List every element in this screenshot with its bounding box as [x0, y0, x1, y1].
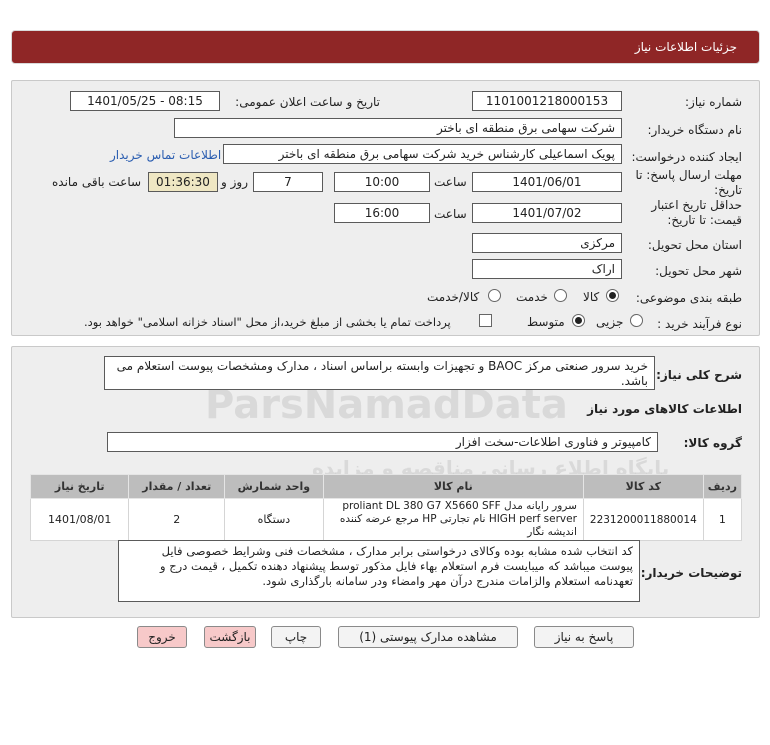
province-label: استان محل تحویل: — [647, 238, 742, 252]
goods-group-label: گروه کالا: — [683, 436, 742, 450]
requester-label: ایجاد کننده درخواست: — [631, 150, 742, 164]
reply-time-label: ساعت — [434, 175, 467, 189]
col-header-code: کد کالا — [583, 475, 703, 499]
items-table-wrapper — [30, 474, 742, 541]
hours-left-label: ساعت باقی مانده — [52, 175, 142, 189]
validity-time-label: ساعت — [434, 207, 467, 221]
back-button[interactable]: بازگشت — [204, 626, 256, 648]
col-header-row: ردیف — [703, 475, 741, 499]
buyer-org-field: شرکت سهامی برق منطقه ای باختر — [174, 118, 622, 138]
col-header-qty: تعداد / مقدار — [129, 475, 225, 499]
requester-field: پویک اسماعیلی کارشناس خرید شرکت سهامی برق منطقه ای باختر — [223, 144, 622, 164]
page-header — [11, 30, 760, 64]
category-radio-service[interactable] — [554, 289, 567, 302]
category-radio-goods[interactable] — [606, 289, 619, 302]
buyer-notes-field: کد انتخاب شده مشابه بوده وکالای درخواستی برابر مدارک ، مشخصات فنی وشرایط خصوصی فایل پیوست میباشد که میبایست فرم استعلام بهاء فایل مذکور توسط پیشنهاد دهنده تکمیل ، قیمت درج و تعهدنامه استعلام والزامات مندرج درآن مهر وامضاء ودر سامانه بارگذاری شود. — [118, 540, 640, 602]
reply-date-field: 1401/06/01 — [472, 172, 622, 192]
day-and-label: روز و — [221, 175, 248, 189]
city-label: شهر محل تحویل: — [655, 264, 742, 278]
purchase-radio-minor[interactable] — [630, 314, 643, 327]
city-field: اراک — [472, 259, 622, 279]
attachments-button[interactable]: مشاهده مدارک پیوستی (1) — [338, 626, 518, 648]
buyer-org-label: نام دستگاه خریدار: — [647, 123, 742, 137]
cell-qty: 2 — [129, 499, 225, 541]
reply-button[interactable]: پاسخ به نیاز — [534, 626, 634, 648]
table-row — [31, 499, 742, 541]
reply-time-field: 10:00 — [334, 172, 430, 192]
cell-row: 1 — [703, 499, 741, 541]
purchase-option-medium: متوسط — [527, 315, 565, 329]
cell-name: سرور رایانه مدل proliant DL 380 G7 X5660 SFF HIGH perf server نام تجارتی HP مرجع عرضه کننده اندیشه نگار — [323, 499, 583, 541]
price-validity-label: حداقل تاریخ اعتبار قیمت: تا تاریخ: — [651, 198, 742, 227]
province-field: مرکزی — [472, 233, 622, 253]
category-radio-goods-service[interactable] — [488, 289, 501, 302]
goods-info-heading: اطلاعات کالاهای مورد نیاز — [587, 402, 742, 416]
reply-deadline-label: مهلت ارسال پاسخ: تا تاریخ: — [635, 168, 742, 197]
need-number-label: شماره نیاز: — [685, 95, 742, 109]
col-header-name: نام کالا — [323, 475, 583, 499]
category-option-service: خدمت — [516, 290, 548, 304]
items-table — [30, 474, 742, 541]
print-button[interactable]: چاپ — [271, 626, 321, 648]
cell-code: 2231200011880014 — [583, 499, 703, 541]
validity-time-field: 16:00 — [334, 203, 430, 223]
goods-group-field: کامپیوتر و فناوری اطلاعات-سخت افزار — [107, 432, 658, 452]
col-header-date: تاریخ نیاز — [31, 475, 129, 499]
page-title: جزئیات اطلاعات نیاز — [634, 40, 737, 54]
need-number-field: 1101001218000153 — [472, 91, 622, 111]
validity-date-field: 1401/07/02 — [472, 203, 622, 223]
general-desc-label: شرح کلی نیاز: — [656, 368, 742, 382]
treasury-note: پرداخت تمام یا بخشی از مبلغ خرید،از محل "اسناد خزانه اسلامی" خواهد بود. — [84, 315, 451, 329]
category-option-goods: کالا — [583, 290, 600, 304]
cell-unit: دستگاه — [225, 499, 324, 541]
purchase-type-label: نوع فرآیند خرید : — [657, 317, 742, 331]
treasury-checkbox[interactable] — [479, 314, 492, 327]
announce-datetime-field: 1401/05/25 - 08:15 — [70, 91, 220, 111]
cell-date: 1401/08/01 — [31, 499, 129, 541]
exit-button[interactable]: خروج — [137, 626, 187, 648]
remaining-time-field: 01:36:30 — [148, 172, 218, 192]
col-header-unit: واحد شمارش — [225, 475, 324, 499]
reply-days-field: 7 — [253, 172, 323, 192]
category-option-goods-service: کالا/خدمت — [427, 290, 480, 304]
purchase-radio-medium[interactable] — [572, 314, 585, 327]
purchase-option-minor: جزیی — [596, 315, 624, 329]
contact-buyer-link[interactable]: اطلاعات تماس خریدار — [110, 148, 222, 162]
general-desc-field: خرید سرور صنعتی مرکز BAOC و تجهیزات وابسته براساس اسناد ، مدارک ومشخصات پیوست استعلام می باشد. — [104, 356, 655, 390]
announce-datetime-label: تاریخ و ساعت اعلان عمومی: — [235, 95, 380, 109]
buyer-notes-label: توضیحات خریدار: — [640, 566, 742, 580]
category-label: طبقه بندی موضوعی: — [635, 291, 742, 305]
table-header-row — [31, 475, 742, 499]
